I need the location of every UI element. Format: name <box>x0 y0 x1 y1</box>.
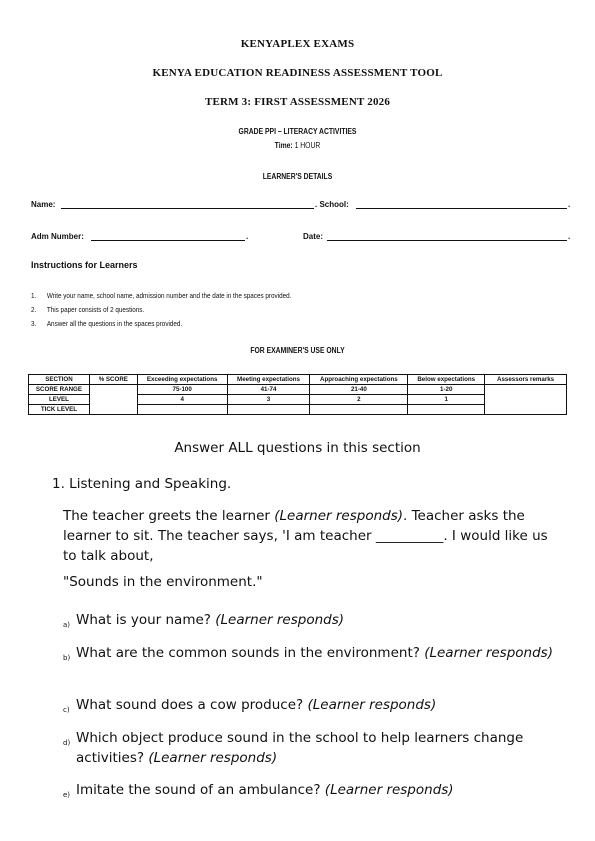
paragraph-text: The teacher greets the learner <box>63 508 275 524</box>
sub-question-text: What sound does a cow produce? <box>76 697 308 713</box>
sub-question <box>63 643 558 663</box>
learner-responds-note: (Learner responds) <box>424 645 553 661</box>
section-instruction: Answer ALL questions in this section <box>174 440 421 456</box>
table-cell: 4 <box>137 395 227 405</box>
table-header-cell: Meeting expectations <box>227 375 310 385</box>
table-cell: 75-100 <box>137 385 227 395</box>
topic-line: "Sounds in the environment." <box>63 574 263 590</box>
sub-question-letter: c) <box>63 706 70 714</box>
instruction-item <box>31 305 144 314</box>
sub-question-letter: b) <box>63 654 71 662</box>
assessment-tool-title: KENYA EDUCATION READINESS ASSESSMENT TOOL <box>152 67 443 79</box>
learner-responds-note: (Learner responds) <box>215 612 344 628</box>
table-header-cell: Assessors remarks <box>485 375 567 385</box>
learner-responds-note: (Learner responds) <box>307 697 437 713</box>
learner-responds-note: (Learner responds) <box>324 782 454 798</box>
instruction-item <box>31 319 182 328</box>
table-row <box>29 385 567 395</box>
examiner-heading: FOR EXAMINER'S USE ONLY <box>250 346 345 355</box>
grade-subject: GRADE PPI – LITERACY ACTIVITIES <box>238 127 357 136</box>
tick-cell[interactable] <box>137 405 227 415</box>
table-cell: 2 <box>310 395 408 405</box>
learner-responds-note: (Learner responds) <box>148 750 278 766</box>
tick-cell[interactable] <box>227 405 310 415</box>
sub-question <box>63 728 558 768</box>
table-cell: 3 <box>227 395 310 405</box>
table-header-cell: Approaching expectations <box>310 375 408 385</box>
instruction-number: 3. <box>31 319 37 328</box>
table-header-row <box>29 375 567 385</box>
school-field[interactable] <box>356 200 567 209</box>
row-label: SCORE RANGE <box>29 385 90 395</box>
end-dot: . <box>568 200 571 209</box>
date-field[interactable] <box>327 232 567 241</box>
row-label: TICK LEVEL <box>29 405 90 415</box>
table-cell: 21-40 <box>310 385 408 395</box>
name-label: Name: <box>31 200 56 209</box>
term-title: TERM 3: FIRST ASSESSMENT 2026 <box>204 96 391 108</box>
sub-question-text: Which object produce sound in the school to help learners change activities? <box>76 730 524 766</box>
sub-question-text: What are the common sounds in the environment? <box>76 645 425 661</box>
learner-details-heading: LEARNER'S DETAILS <box>262 172 333 181</box>
table-cell: 41-74 <box>227 385 310 395</box>
end-dot: . <box>246 232 249 241</box>
sub-question-letter: a) <box>63 621 71 629</box>
instruction-text: Write your name, school name, admission number and the date in the spaces provided. <box>46 291 292 300</box>
row-label: LEVEL <box>29 395 90 405</box>
examiner-score-table <box>28 374 567 415</box>
question-paragraph <box>63 506 563 566</box>
sub-question <box>63 610 558 630</box>
sub-question-text: Imitate the sound of an ambulance? <box>76 782 325 798</box>
table-header-cell: SECTION <box>29 375 90 385</box>
table-cell: 1-20 <box>408 385 485 395</box>
table-cell: 1 <box>408 395 485 405</box>
time-label: Time: <box>274 141 293 150</box>
instruction-text: Answer all the questions in the spaces provided. <box>46 319 183 328</box>
adm-number-label: Adm Number: <box>31 232 84 241</box>
name-field[interactable] <box>61 200 314 209</box>
table-header-cell: % SCORE <box>89 375 137 385</box>
question-title: 1. Listening and Speaking. <box>52 476 232 492</box>
time-value: 1 HOUR <box>294 141 321 150</box>
date-label: Date: <box>303 232 324 241</box>
time-line <box>45 141 551 150</box>
sub-question-text: What is your name? <box>76 612 216 628</box>
tick-cell[interactable] <box>310 405 408 415</box>
paragraph-text: . Teacher asks the learner to sit. The teacher says, 'I am teacher __________. I would like us to talk about, <box>63 508 548 564</box>
table-header-cell: Below expectations <box>408 375 485 385</box>
instructions-title: Instructions for Learners <box>31 260 138 270</box>
learner-responds-note: (Learner responds) <box>274 508 404 524</box>
instruction-item <box>31 291 291 300</box>
instruction-number: 2. <box>31 305 37 314</box>
tick-cell[interactable] <box>408 405 485 415</box>
end-dot: . <box>568 232 571 241</box>
table-header-cell: Exceeding expectations <box>137 375 227 385</box>
school-label: . School: <box>315 200 349 209</box>
percent-score-cell[interactable] <box>89 385 137 415</box>
remarks-cell[interactable] <box>485 385 567 415</box>
sub-question <box>63 780 558 800</box>
instruction-text: This paper consists of 2 questions. <box>46 305 145 314</box>
adm-number-field[interactable] <box>91 232 245 241</box>
sub-question-letter: e) <box>63 791 71 799</box>
instruction-number: 1. <box>31 291 37 300</box>
exam-provider-title: KENYAPLEX EXAMS <box>240 38 355 50</box>
sub-question-letter: d) <box>63 739 71 747</box>
sub-question <box>63 695 558 715</box>
